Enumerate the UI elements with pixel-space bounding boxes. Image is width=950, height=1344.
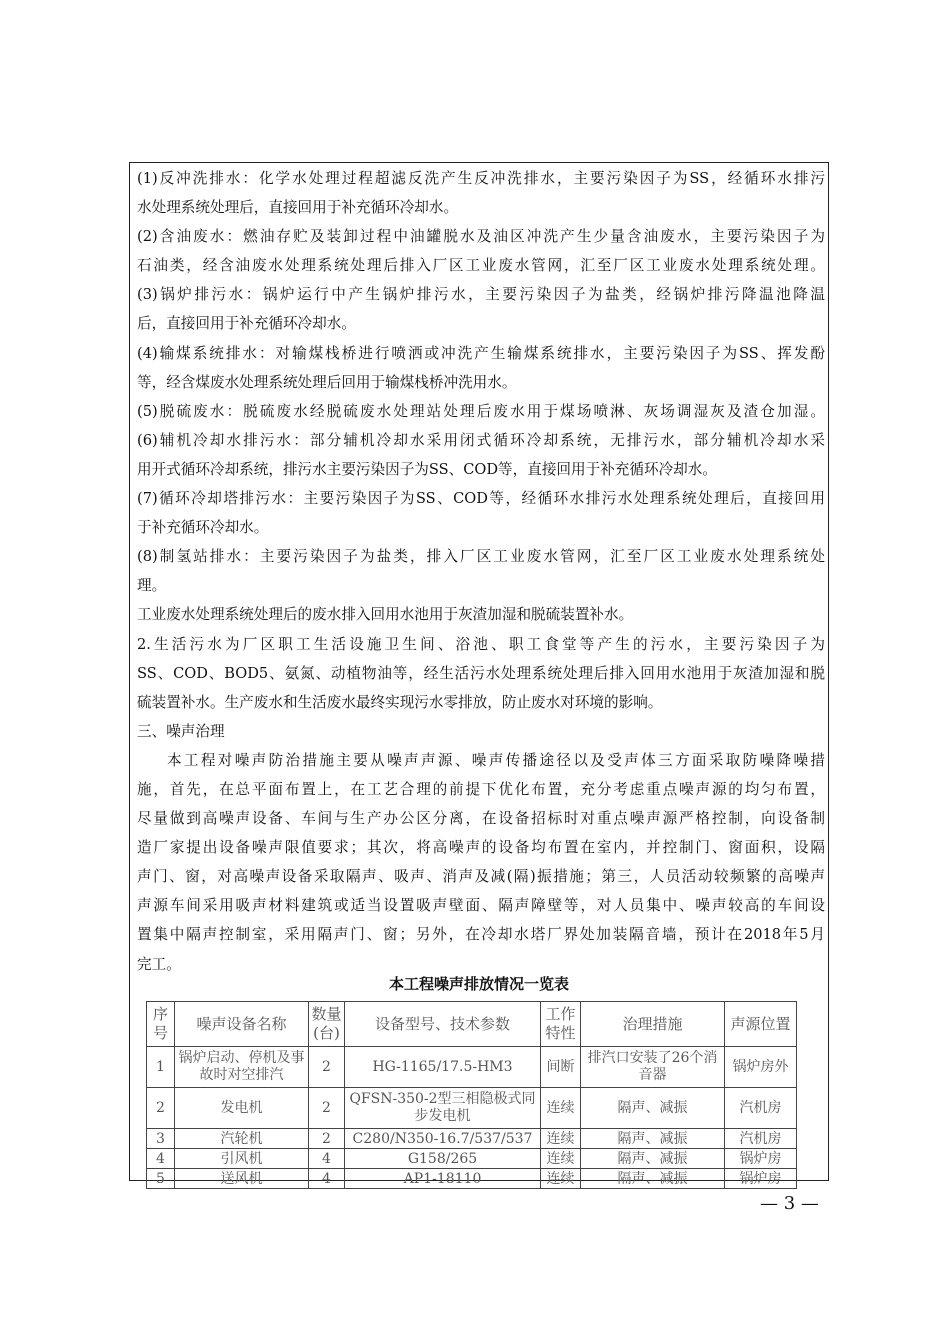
cell-name: 送风机	[175, 1169, 309, 1189]
cell-name: 引风机	[175, 1149, 309, 1169]
text-line: 声门、窗，对高噪声设备采取隔声、吸声、消声及减(隔)振措施；第三，人员活动较频繁的高噪声	[137, 868, 825, 886]
cell-qty: 2	[309, 1129, 345, 1149]
cell-mode: 连续	[541, 1169, 581, 1189]
header-location: 声源位置	[725, 1002, 797, 1047]
page-number: — 3 —	[760, 1193, 819, 1214]
text-line: (7)循环冷却塔排污水：主要污染因子为SS、COD等，经循环水排污水处理系统处理后，直接回用	[137, 490, 825, 508]
cell-model: G158/265	[345, 1149, 541, 1169]
text-line: 完工。	[137, 955, 181, 973]
text-line: (3)锅炉排污水：锅炉运行中产生锅炉排污水，主要污染因子为盐类，经锅炉排污降温池降温	[137, 286, 825, 304]
text-line: 石油类，经含油废水处理系统处理后排入厂区工业废水管网，汇至厂区工业废水处理系统处理。	[137, 257, 825, 275]
text-line: 工业废水处理系统处理后的废水排入回用水池用于灰渣加湿和脱硫装置补水。	[137, 606, 634, 624]
cell-measure: 隔声、减振	[581, 1149, 725, 1169]
text-line: 用开式循环冷却系统，排污水主要污染因子为SS、COD等，直接回用于补充循环冷却水。	[137, 460, 717, 478]
cell-location: 锅炉房外	[725, 1047, 797, 1088]
table-row	[147, 1169, 797, 1189]
text-line: (2)含油废水：燃油存贮及装卸过程中油罐脱水及油区冲洗产生少量含油废水，主要污染因子为	[137, 228, 825, 246]
cell-no: 3	[147, 1129, 175, 1149]
text-line: (5)脱硫废水：脱硫废水经脱硫废水处理站处理后废水用于煤场喷淋、灰场调湿灰及渣仓加湿。	[137, 402, 825, 420]
text-line: 2.生活污水为厂区职工生活设施卫生间、浴池、职工食堂等产生的污水，主要污染因子为	[137, 635, 825, 653]
cell-location: 汽机房	[725, 1088, 797, 1129]
cell-measure: 隔声、减振	[581, 1088, 725, 1129]
cell-model: QFSN-350-2型三相隐极式同步发电机	[345, 1088, 541, 1129]
cell-qty: 4	[309, 1149, 345, 1169]
cell-no: 4	[147, 1149, 175, 1169]
text-line: (6)辅机冷却水排污水：部分辅机冷却水采用闭式循环冷却系统，无排污水，部分辅机冷却水采	[137, 431, 825, 449]
text-line: 硫装置补水。生产废水和生活废水最终实现污水零排放，防止废水对环境的影响。	[137, 693, 663, 711]
body-text	[137, 164, 825, 979]
cell-mode: 连续	[541, 1149, 581, 1169]
cell-no: 5	[147, 1169, 175, 1189]
text-line: 施，首先，在总平面布置上，在工艺合理的前提下优化布置，充分考虑重点噪声源的均匀布置，	[137, 780, 825, 798]
text-line: 声源车间采用吸声材料建筑或适当设置吸声壁面、隔声障壁等，对人员集中、噪声较高的车间设	[137, 897, 825, 915]
cell-location: 汽机房	[725, 1129, 797, 1149]
table-row	[147, 1047, 797, 1088]
text-line: 水处理系统处理后，直接回用于补充循环冷却水。	[137, 199, 459, 217]
cell-location: 锅炉房	[725, 1169, 797, 1189]
text-line: 等，经含煤废水处理系统处理后回用于输煤栈桥冲洗用水。	[137, 373, 517, 391]
cell-no: 2	[147, 1088, 175, 1129]
text-line: (4)输煤系统排水：对输煤栈桥进行喷洒或冲洗产生输煤系统排水，主要污染因子为SS、挥发酚	[137, 344, 825, 362]
text-line: 三、噪声治理	[137, 722, 225, 740]
header-name: 噪声设备名称	[175, 1002, 309, 1047]
table-row	[147, 1149, 797, 1169]
text-line: 后，直接回用于补充循环冷却水。	[137, 315, 356, 333]
cell-measure: 隔声、减振	[581, 1129, 725, 1149]
cell-no: 1	[147, 1047, 175, 1088]
table-row	[147, 1129, 797, 1149]
text-line: 于补充循环冷却水。	[137, 519, 269, 537]
noise-table	[146, 1001, 797, 1189]
text-line: 理。	[137, 577, 167, 595]
cell-qty: 4	[309, 1169, 345, 1189]
header-qty: 数量(台)	[309, 1002, 345, 1047]
cell-qty: 2	[309, 1088, 345, 1129]
table-title: 本工程噪声排放情况一览表	[388, 975, 569, 993]
text-line: (8)制氢站排水：主要污染因子为盐类，排入厂区工业废水管网，汇至厂区工业废水处理系统处	[137, 548, 825, 566]
text-line: 置集中隔声控制室，采用隔声门、窗；另外，在冷却水塔厂界处加装隔音墙，预计在2018年5月	[137, 926, 825, 944]
cell-name: 汽轮机	[175, 1129, 309, 1149]
text-line: 造厂家提出设备噪声限值要求；其次，将高噪声的设备均布置在室内，并控制门、窗面积，设隔	[137, 839, 825, 857]
table-row	[147, 1088, 797, 1129]
header-model: 设备型号、技术参数	[345, 1002, 541, 1047]
header-mode: 工作特性	[541, 1002, 581, 1047]
text-line: SS、COD、BOD5、氨氮、动植物油等，经生活污水处理系统处理后排入回用水池用于灰渣加湿和脱	[137, 664, 825, 682]
cell-location: 锅炉房	[725, 1149, 797, 1169]
cell-measure: 排汽口安装了26个消音器	[581, 1047, 725, 1088]
cell-name: 发电机	[175, 1088, 309, 1129]
header-measure: 治理措施	[581, 1002, 725, 1047]
cell-model: HG-1165/17.5-HM3	[345, 1047, 541, 1088]
cell-measure: 隔声、减振	[581, 1169, 725, 1189]
cell-mode: 连续	[541, 1129, 581, 1149]
cell-qty: 2	[309, 1047, 345, 1088]
header-no: 序号	[147, 1002, 175, 1047]
cell-model: C280/N350-16.7/537/537	[345, 1129, 541, 1149]
cell-mode: 间断	[541, 1047, 581, 1088]
table-header-row	[147, 1002, 797, 1047]
cell-model: AP1-18110	[345, 1169, 541, 1189]
text-line: 本工程对噪声防治措施主要从噪声声源、噪声传播途径以及受声体三方面采取防噪降噪措	[167, 751, 825, 769]
text-line: (1)反冲洗排水：化学水处理过程超滤反洗产生反冲洗排水，主要污染因子为SS，经循环水排污	[137, 170, 825, 187]
cell-mode: 连续	[541, 1088, 581, 1129]
cell-name: 锅炉启动、停机及事故时对空排汽	[175, 1047, 309, 1088]
text-line: 尽量做到高噪声设备、车间与生产办公区分离，在设备招标时对重点噪声源严格控制，向设备制	[137, 810, 825, 828]
